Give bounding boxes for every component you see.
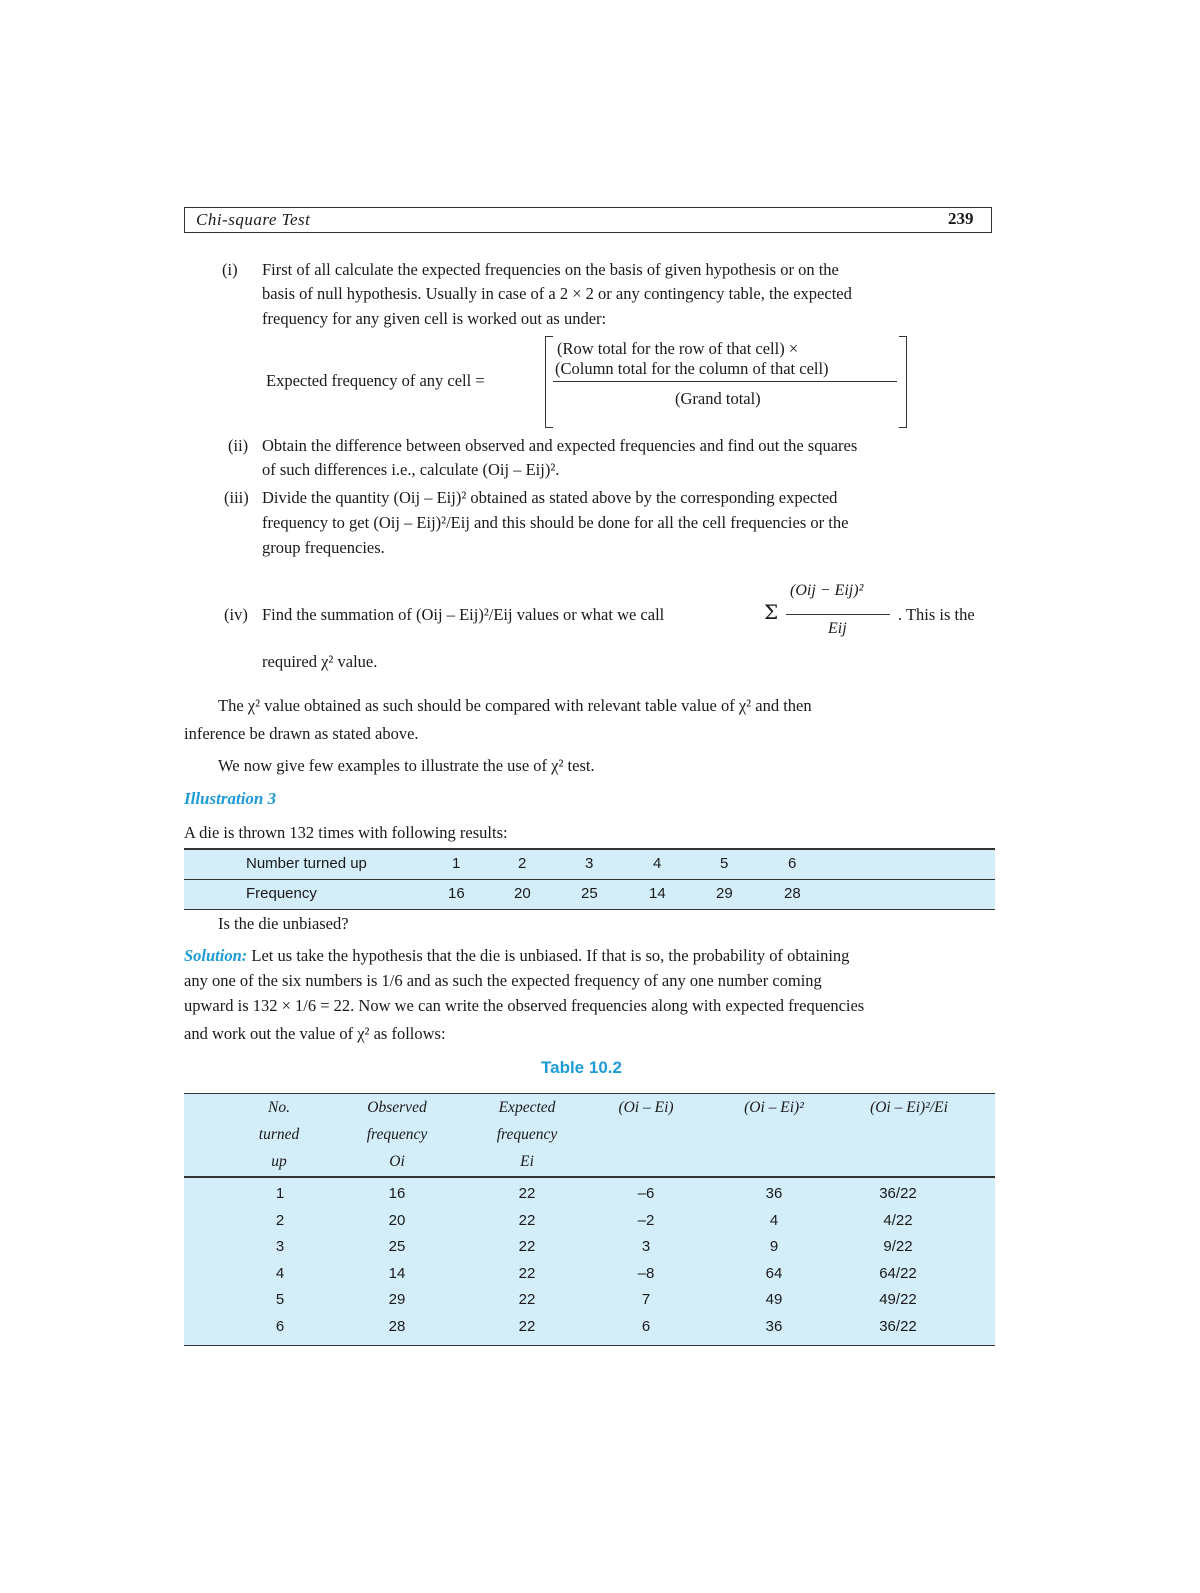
- header-line: up: [271, 1153, 287, 1170]
- table-cell: 36/22: [879, 1185, 917, 1202]
- illustration-heading: Illustration 3: [184, 789, 277, 808]
- header-line: Oi: [389, 1153, 405, 1170]
- illustration-intro: A die is thrown 132 times with following results:: [184, 823, 508, 842]
- table-cell: 20: [388, 1211, 406, 1229]
- step-iii-line3: group frequencies.: [262, 538, 385, 557]
- formula-numerator-line1: (Row total for the row of that cell) ×: [557, 339, 799, 358]
- step-iv-line1-end: . This is the: [898, 605, 975, 624]
- header-chi-component: [844, 1094, 974, 1121]
- table-cell: 22: [518, 1185, 536, 1202]
- table-cell: 4: [653, 855, 662, 872]
- table-caption: Table 10.2: [541, 1058, 622, 1077]
- table-cell: 14: [649, 885, 666, 902]
- summation-sigma: Σ: [764, 600, 779, 624]
- table-cell: 36/22: [879, 1317, 917, 1335]
- table-cell: 3: [641, 1238, 651, 1255]
- table-cell: 16: [388, 1185, 406, 1202]
- table-cell: 28: [784, 885, 801, 902]
- table-row: [184, 879, 995, 909]
- table-cell: 28: [388, 1317, 406, 1335]
- solution-line4: and work out the value of χ² as follows:: [184, 1024, 446, 1043]
- formula-fraction-bar: [553, 381, 897, 382]
- table-cell: 5: [720, 855, 729, 872]
- formula-denominator: (Grand total): [675, 389, 761, 408]
- table-row: [184, 850, 995, 879]
- header-line: Expected: [498, 1099, 556, 1116]
- table-cell: 29: [716, 885, 733, 902]
- table-cell: 36: [765, 1317, 783, 1335]
- header-line: (Oi – Ei)²: [744, 1099, 804, 1116]
- header-divider: [184, 1176, 995, 1178]
- table-cell: 4: [275, 1264, 285, 1282]
- table-cell: 2: [275, 1211, 285, 1229]
- header-observed: [347, 1094, 447, 1175]
- table-cell: 25: [581, 885, 598, 902]
- header-line: frequency: [496, 1126, 558, 1143]
- table-cell: 22: [518, 1317, 536, 1335]
- header-line: frequency: [366, 1126, 428, 1143]
- step-ii-line2: of such differences i.e., calculate (Oij – Eij)².: [262, 460, 560, 479]
- table-cell: 7: [641, 1291, 651, 1308]
- table-cell: 5: [275, 1291, 285, 1308]
- table-cell: 2: [518, 855, 527, 872]
- table-cell: 22: [518, 1238, 536, 1255]
- header-difference: [596, 1094, 696, 1121]
- table-cell: –6: [637, 1185, 655, 1202]
- header-line: (Oi – Ei)²/Ei: [870, 1099, 948, 1116]
- header-line: turned: [258, 1126, 300, 1143]
- table-cell: –8: [637, 1264, 655, 1282]
- table-cell: 6: [788, 855, 797, 872]
- table-cell: –2: [637, 1211, 655, 1229]
- table-cell: 64: [765, 1264, 783, 1282]
- table-cell: 36: [765, 1185, 783, 1202]
- summation-fraction-denominator: Eij: [828, 620, 847, 637]
- solution-line2: any one of the six numbers is 1/6 and as such the expected frequency of any one number coming: [184, 971, 822, 990]
- table-cell: 64/22: [879, 1264, 917, 1282]
- table-cell: 25: [388, 1238, 406, 1255]
- formula-label: Expected frequency of any cell =: [266, 371, 485, 390]
- die-results-table: [184, 848, 995, 910]
- summation-fraction-numerator: (Oij − Eij)²: [790, 582, 864, 599]
- table-cell: 4/22: [883, 1211, 913, 1229]
- table-cell: 1: [452, 855, 461, 872]
- summation-fraction-bar: [786, 614, 890, 615]
- header-no-turned-up: [234, 1094, 324, 1175]
- solution-line1: [184, 944, 849, 968]
- step-i-line3: frequency for any given cell is worked out as under:: [262, 309, 607, 328]
- step-i-line2: basis of null hypothesis. Usually in case of a 2 × 2 or any contingency table, the expected: [262, 284, 852, 303]
- header-line: No.: [268, 1099, 290, 1116]
- step-iv-line2: required χ² value.: [262, 652, 378, 671]
- illustration-question: Is the die unbiased?: [218, 914, 349, 933]
- step-iv-line1: Find the summation of (Oij – Eij)²/Eij values or what we call: [262, 605, 665, 624]
- table-cell: 29: [388, 1291, 406, 1308]
- formula-right-bracket: [899, 336, 907, 428]
- step-iv-marker: (iv): [224, 605, 248, 624]
- table-cell: 3: [585, 855, 594, 872]
- table-cell: 22: [518, 1291, 536, 1308]
- table-cell: 49: [765, 1291, 783, 1308]
- table-cell: 22: [518, 1211, 536, 1229]
- step-iii-line2: frequency to get (Oij – Eij)²/Eij and this should be done for all the cell frequencies or the: [262, 513, 849, 532]
- solution-label: Solution:: [184, 946, 248, 965]
- step-ii-line1: Obtain the difference between observed and expected frequencies and find out the squares: [262, 436, 858, 455]
- step-iii-line1: Divide the quantity (Oij – Eij)² obtained as stated above by the corresponding expected: [262, 488, 838, 507]
- header-line: Observed: [367, 1099, 427, 1116]
- page-number: 239: [948, 209, 974, 228]
- header-expected: [477, 1094, 577, 1175]
- table-cell: 1: [275, 1185, 285, 1202]
- table-cell: 20: [514, 885, 531, 902]
- solution-text: Let us take the hypothesis that the die is unbiased. If that is so, the probability of obtaining: [251, 946, 850, 965]
- body-p2: We now give few examples to illustrate the use of χ² test.: [218, 756, 595, 775]
- table-cell: 3: [275, 1238, 285, 1255]
- table-cell: 16: [448, 885, 465, 902]
- body-p1-line2: inference be drawn as stated above.: [184, 724, 419, 743]
- step-iii-marker: (iii): [224, 488, 249, 507]
- step-ii-marker: (ii): [228, 436, 249, 455]
- running-header-title: Chi-square Test: [196, 210, 311, 229]
- body-p1-line1: The χ² value obtained as such should be compared with relevant table value of χ² and then: [218, 696, 812, 715]
- table-cell: 9/22: [883, 1238, 913, 1255]
- formula-numerator-line2: (Column total for the column of that cell): [555, 359, 829, 378]
- table-cell: 9: [769, 1238, 779, 1255]
- header-difference-squared: [724, 1094, 824, 1121]
- row-label: Number turned up: [246, 855, 367, 872]
- table-cell: 4: [769, 1211, 779, 1229]
- step-i-line1: First of all calculate the expected frequencies on the basis of given hypothesis or on the: [262, 260, 839, 279]
- table-cell: 49/22: [879, 1291, 917, 1308]
- step-i-marker: (i): [222, 260, 238, 279]
- formula-left-bracket: [545, 336, 553, 428]
- row-label: Frequency: [246, 885, 317, 902]
- table-cell: 14: [388, 1264, 406, 1282]
- solution-line3: upward is 132 × 1/6 = 22. Now we can write the observed frequencies along with expected frequencies: [184, 996, 865, 1015]
- chi-square-table: [184, 1093, 995, 1346]
- header-line: (Oi – Ei): [618, 1099, 674, 1116]
- table-cell: 6: [275, 1317, 285, 1335]
- header-line: Ei: [520, 1153, 534, 1170]
- table-cell: 22: [518, 1264, 536, 1282]
- table-cell: 6: [641, 1317, 651, 1335]
